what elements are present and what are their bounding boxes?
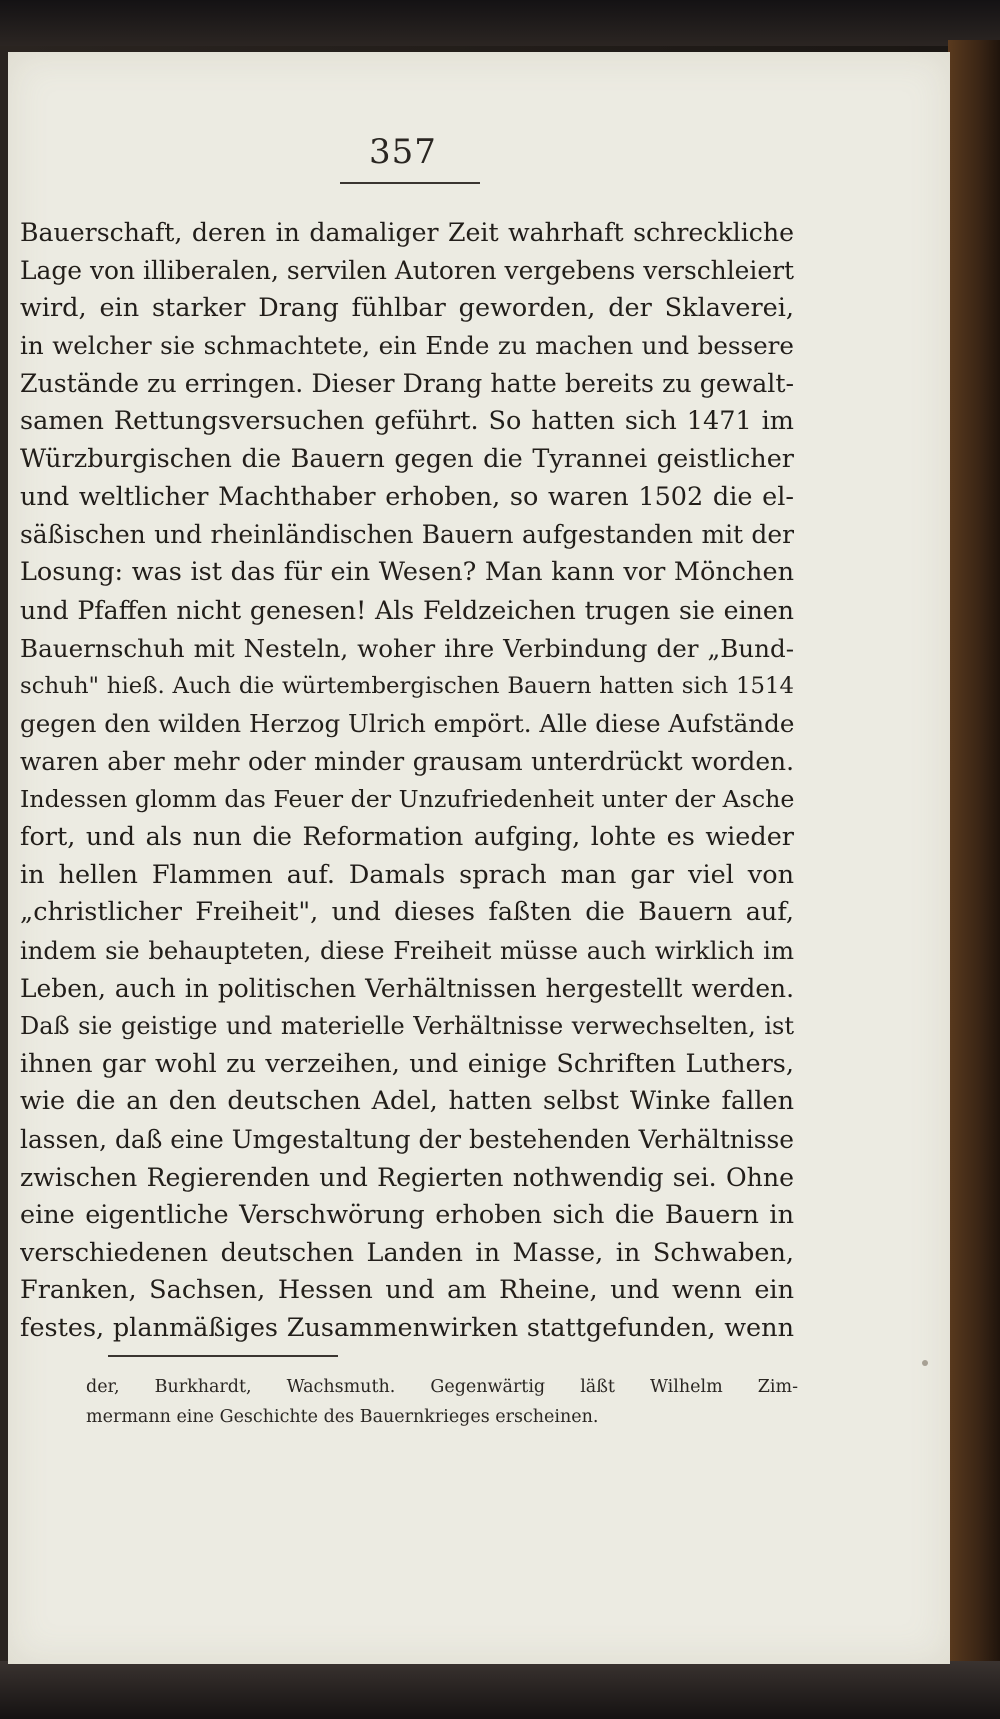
text-line: samen Rettungsversuchen geführt. So hatten sich 1471 im bbox=[20, 405, 794, 436]
text-line: waren aber mehr oder minder grausam unterdrückt worden. bbox=[20, 747, 794, 777]
text-line: fort, und als nun die Reformation aufging, lohte es wieder bbox=[20, 821, 794, 852]
text-line: lassen, daß eine Umgestaltung der bestehenden Verhältnisse bbox=[20, 1125, 794, 1155]
scanner-bottom-edge bbox=[0, 1661, 1000, 1719]
book-cover-edge bbox=[948, 40, 1000, 1719]
text-line: Franken, Sachsen, Hessen und am Rheine, und wenn ein bbox=[20, 1275, 794, 1306]
text-line: zwischen Regierenden und Regierten nothwendig sei. Ohne bbox=[20, 1162, 794, 1192]
text-line: in welcher sie schmachtete, ein Ende zu machen und bessere bbox=[20, 331, 794, 361]
text-line: wird, ein starker Drang fühlbar geworden, der Sklaverei, bbox=[20, 292, 794, 323]
footnote-rule bbox=[108, 1355, 338, 1357]
text-line: und weltlicher Machthaber erhoben, so waren 1502 die el- bbox=[20, 481, 794, 512]
text-line: festes, planmäßiges Zusammenwirken stattgefunden, wenn bbox=[20, 1313, 794, 1344]
text-line: in hellen Flammen auf. Damals sprach man gar viel von bbox=[20, 859, 794, 890]
text-line: eine eigentliche Verschwörung erhoben sich die Bauern in bbox=[20, 1199, 794, 1230]
footnote bbox=[86, 1372, 798, 1432]
scanner-top-edge bbox=[0, 0, 1000, 46]
text-line: Leben, auch in politischen Verhältnissen hergestellt werden. bbox=[20, 973, 794, 1003]
text-line: Indessen glomm das Feuer der Unzufriedenheit unter der Asche bbox=[20, 784, 794, 813]
text-line: Zustände zu erringen. Dieser Drang hatte bereits zu gewalt- bbox=[20, 369, 794, 399]
paper-speck bbox=[922, 1360, 928, 1366]
text-line: Würzburgischen die Bauern gegen die Tyrannei geistlicher bbox=[20, 443, 794, 474]
text-line: Bauernschuh mit Nesteln, woher ihre Verbindung der „Bund- bbox=[20, 633, 794, 663]
footnote-line: mermann eine Geschichte des Bauernkrieges erscheinen. bbox=[86, 1407, 599, 1427]
text-line: Losung: was ist das für ein Wesen? Man kann vor Mönchen bbox=[20, 557, 794, 588]
text-line: säßischen und rheinländischen Bauern aufgestanden mit der bbox=[20, 520, 794, 550]
text-line: Lage von illiberalen, servilen Autoren vergebens verschleiert bbox=[20, 255, 794, 285]
text-line: Daß sie geistige und materielle Verhältnisse verwechselten, ist bbox=[20, 1011, 794, 1040]
text-line: Bauerschaft, deren in damaliger Zeit wahrhaft schreckliche bbox=[20, 218, 794, 247]
text-line: „christlicher Freiheit", und dieses faßten die Bauern auf, bbox=[20, 897, 794, 928]
page-number: 357 bbox=[369, 132, 437, 172]
text-line: schuh" hieß. Auch die würtembergischen Bauern hatten sich 1514 bbox=[20, 672, 794, 699]
text-line: wie die an den deutschen Adel, hatten selbst Winke fallen bbox=[20, 1086, 794, 1117]
footnote-line: der, Burkhardt, Wachsmuth. Gegenwärtig läßt Wilhelm Zim- bbox=[86, 1377, 798, 1397]
body-text bbox=[20, 214, 794, 1348]
text-line: ihnen gar wohl zu verzeihen, und einige Schriften Luthers, bbox=[20, 1048, 794, 1079]
text-line: verschiedenen deutschen Landen in Masse, in Schwaben, bbox=[20, 1237, 794, 1268]
text-line: gegen den wilden Herzog Ulrich empört. Alle diese Aufstände bbox=[20, 709, 794, 739]
text-line: indem sie behaupteten, diese Freiheit müsse auch wirklich im bbox=[20, 936, 794, 966]
text-line: und Pfaffen nicht genesen! Als Feldzeichen trugen sie einen bbox=[20, 595, 794, 625]
page-number-rule bbox=[340, 182, 480, 184]
book-page bbox=[8, 52, 950, 1664]
